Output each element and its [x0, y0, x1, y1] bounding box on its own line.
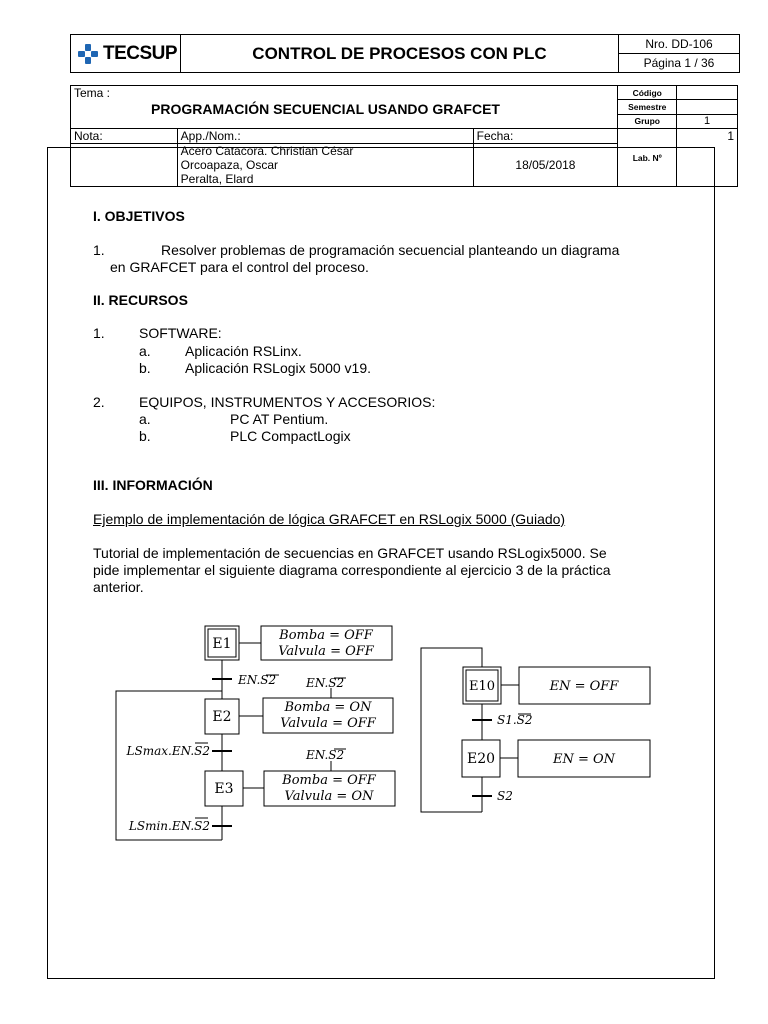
- nota-label: Nota:: [71, 129, 178, 144]
- lab-label: Lab. Nº: [618, 129, 677, 187]
- objective-line-1: Resolver problemas de programación secuencial planteando un diagrama: [161, 242, 620, 258]
- student-name: Acero Catacora. Christian César: [180, 144, 354, 158]
- equipos-number: 2.: [93, 394, 105, 410]
- software-a-letter: a.: [139, 343, 151, 359]
- lab-value: 1: [677, 129, 738, 187]
- tema-label: Tema :: [74, 86, 111, 100]
- section-recursos-title: II. RECURSOS: [93, 292, 188, 308]
- example-link[interactable]: Ejemplo de implementación de lógica GRAFCET en RSLogix 5000 (Guiado): [93, 511, 566, 527]
- action-e20-text: EN = ON: [552, 752, 616, 767]
- student-name: Peralta, Elard: [180, 172, 254, 186]
- transition-t2-label: LSmax.EN.S2: [126, 744, 210, 758]
- step-e10-label: E10: [468, 679, 496, 694]
- equipos-b-letter: b.: [139, 428, 151, 444]
- section-informacion-title: III. INFORMACIÓN: [93, 477, 213, 493]
- step-e3-label: E3: [214, 781, 234, 797]
- action-e10-text: EN = OFF: [549, 679, 619, 694]
- software-number: 1.: [93, 325, 105, 341]
- action-e2-text-2: Valvula = OFF: [280, 716, 376, 731]
- paragraph-line-2: pide implementar el siguiente diagrama correspondiente al ejercicio 3 de la práctica: [93, 562, 611, 578]
- software-b: Aplicación RSLogix 5000 v19.: [185, 360, 372, 376]
- step-e20-label: E20: [466, 751, 496, 767]
- semestre-label: Semestre: [618, 100, 677, 114]
- paragraph-line-3: anterior.: [93, 579, 144, 595]
- action-e3-text-2: Valvula = ON: [284, 789, 374, 804]
- software-b-letter: b.: [139, 360, 151, 376]
- transition-t1b-label: EN.S2: [306, 676, 345, 690]
- logo-text: TECSUP: [103, 42, 178, 64]
- step-e1-label: E1: [212, 636, 232, 652]
- transition-t20-label: S2: [497, 789, 513, 803]
- page-number: Página 1 / 36: [619, 54, 740, 73]
- section-objetivos-title: I. OBJETIVOS: [93, 208, 185, 224]
- step-e2-label: E2: [212, 709, 232, 725]
- software-label: SOFTWARE:: [139, 325, 222, 341]
- grupo-value: 1: [677, 114, 738, 128]
- student-name: Orcoapaza, Oscar: [180, 158, 279, 172]
- objective-line-2: en GRAFCET para el control del proceso.: [110, 259, 369, 275]
- grupo-label: Grupo: [618, 114, 677, 128]
- equipos-a-letter: a.: [139, 411, 151, 427]
- doc-number: Nro. DD-106: [619, 35, 740, 54]
- fecha-value: 18/05/2018: [473, 144, 618, 187]
- app-label: App./Nom.:: [177, 129, 473, 144]
- action-e3-text-1: Bomba = OFF: [282, 773, 376, 788]
- equipos-label: EQUIPOS, INSTRUMENTOS Y ACCESORIOS:: [139, 394, 436, 410]
- tema-title: PROGRAMACIÓN SECUENCIAL USANDO GRAFCET: [151, 101, 500, 117]
- equipos-b: PLC CompactLogix: [230, 428, 351, 444]
- action-e1-text-1: Bomba = OFF: [279, 628, 373, 643]
- action-e2-text-1: Bomba = ON: [284, 700, 372, 715]
- fecha-label: Fecha:: [473, 129, 618, 144]
- transition-t3-label: LSmin.EN.S2: [128, 819, 210, 833]
- transition-t1-label: EN.S2: [238, 673, 277, 687]
- document-title: CONTROL DE PROCESOS CON PLC: [181, 35, 619, 73]
- transition-t2b-label: EN.S2: [306, 748, 345, 762]
- action-e1-text-2: Valvula = OFF: [278, 644, 374, 659]
- equipos-a: PC AT Pentium.: [230, 411, 329, 427]
- objective-number: 1.: [93, 242, 105, 258]
- transition-t10-label: S1.S2: [497, 713, 533, 727]
- paragraph-line-1: Tutorial de implementación de secuencias en GRAFCET usando RSLogix5000. Se: [93, 545, 607, 561]
- codigo-label: Código: [618, 86, 677, 100]
- loop-line-right: [421, 648, 482, 812]
- software-a: Aplicación RSLinx.: [185, 343, 302, 359]
